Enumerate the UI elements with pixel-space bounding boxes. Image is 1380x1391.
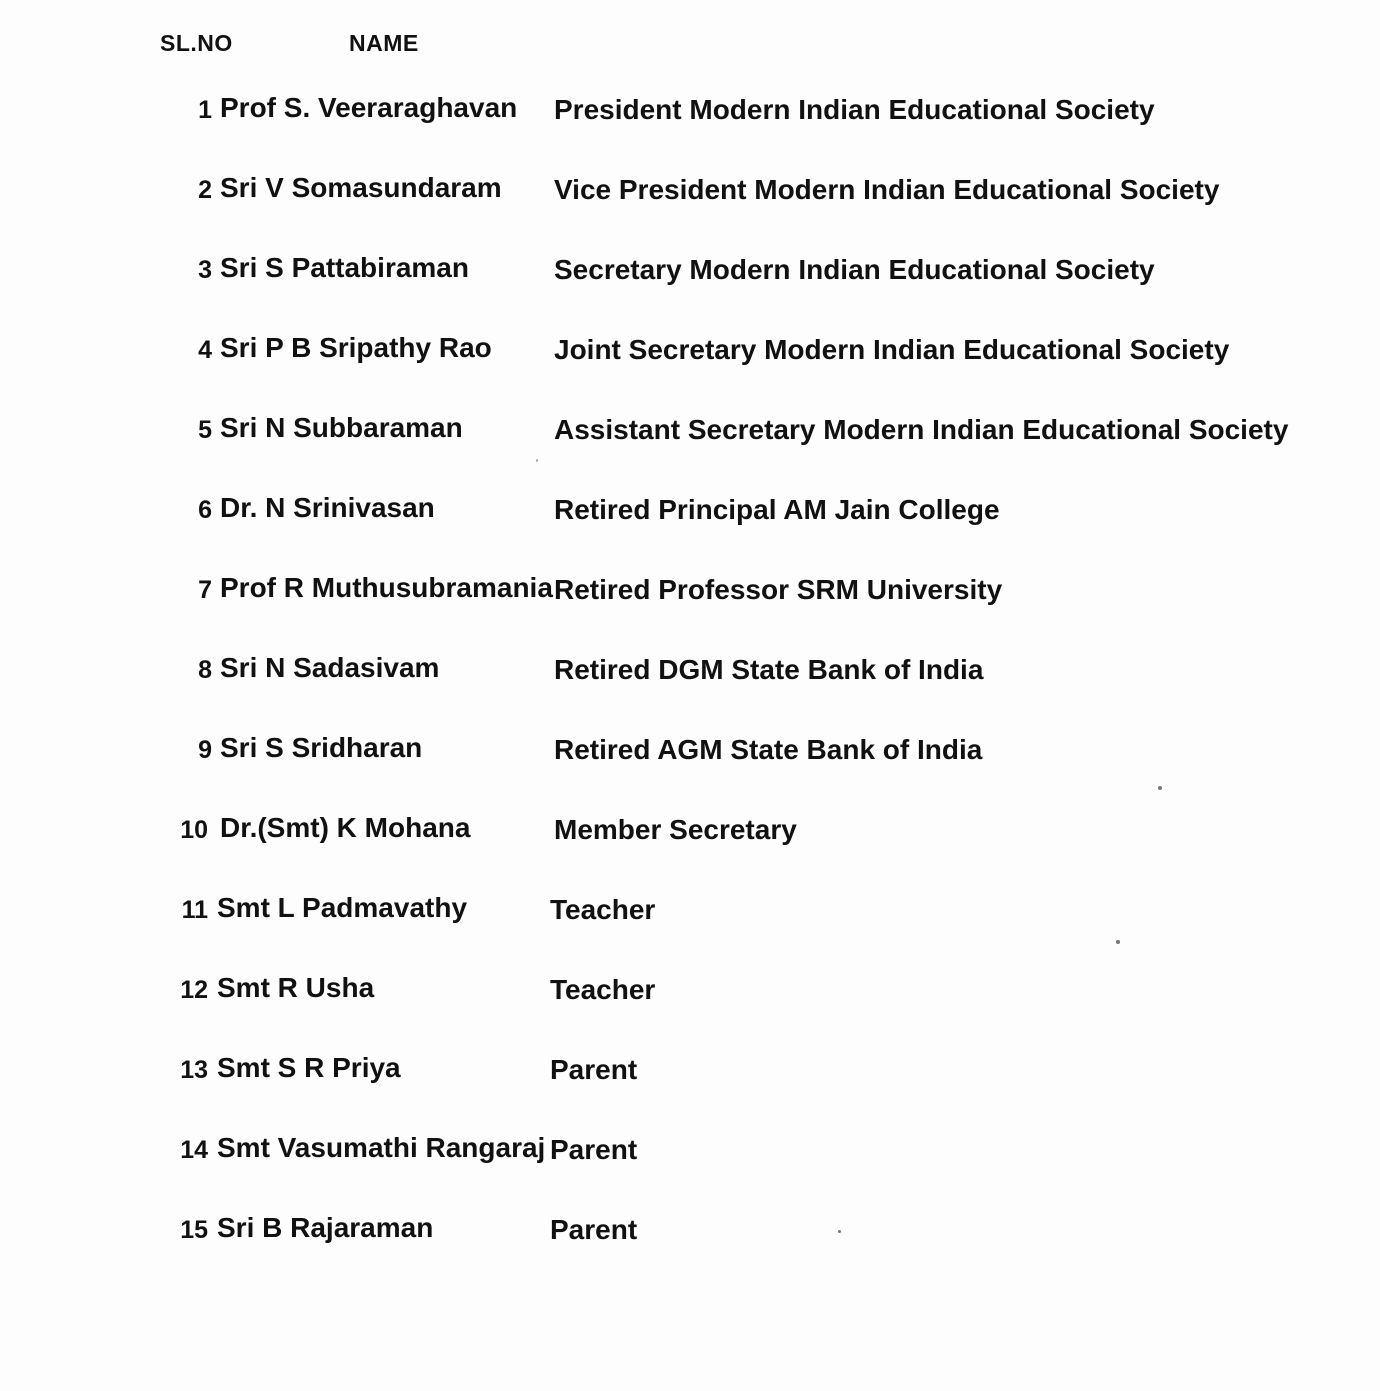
member-name: Sri S Pattabiraman — [220, 252, 469, 283]
member-row — [0, 1132, 1380, 1212]
column-header-name: NAME — [349, 30, 419, 56]
member-row — [0, 332, 1380, 412]
member-name: Sri P B Sripathy Rao — [220, 332, 492, 363]
member-designation: Retired Principal AM Jain College — [554, 494, 1000, 525]
member-name: Smt Vasumathi Rangaraj — [217, 1132, 546, 1163]
member-designation: Parent — [550, 1214, 638, 1245]
member-slno: 14 — [180, 1136, 208, 1164]
member-slno: 12 — [180, 976, 208, 1004]
scan-speck — [838, 1230, 841, 1233]
member-designation: Retired DGM State Bank of India — [554, 654, 984, 685]
member-slno: 5 — [198, 416, 212, 444]
member-slno: 15 — [180, 1216, 208, 1244]
member-name: Smt S R Priya — [217, 1052, 401, 1083]
member-name: Smt R Usha — [217, 972, 375, 1003]
column-header-slno: SL.NO — [160, 30, 233, 56]
member-row — [0, 892, 1380, 972]
member-designation: Member Secretary — [554, 814, 797, 845]
member-slno: 13 — [180, 1056, 208, 1084]
member-row — [0, 652, 1380, 732]
member-slno: 4 — [198, 336, 212, 364]
member-list — [0, 92, 1380, 1292]
member-designation: Joint Secretary Modern Indian Educational Society — [554, 334, 1230, 365]
member-slno: 10 — [180, 816, 208, 844]
member-row — [0, 92, 1380, 172]
member-name: Sri S Sridharan — [220, 732, 423, 763]
member-slno: 3 — [198, 256, 212, 284]
member-designation: Parent — [550, 1054, 638, 1085]
member-row — [0, 252, 1380, 332]
member-name: Smt L Padmavathy — [217, 892, 468, 923]
member-name: Sri B Rajaraman — [217, 1212, 434, 1243]
member-slno: 7 — [198, 576, 212, 604]
member-slno: 9 — [198, 736, 212, 764]
member-slno: 2 — [198, 176, 212, 204]
member-designation: Retired AGM State Bank of India — [554, 734, 983, 765]
member-row — [0, 492, 1380, 572]
member-slno: 11 — [181, 896, 208, 924]
member-name: Dr. N Srinivasan — [220, 492, 435, 523]
member-designation: Vice President Modern Indian Educational Society — [554, 174, 1220, 205]
member-row — [0, 572, 1380, 652]
member-slno: 8 — [198, 656, 212, 684]
member-name: Dr.(Smt) K Mohana — [220, 812, 471, 843]
member-row — [0, 1052, 1380, 1132]
scan-speck — [1116, 940, 1120, 944]
member-row — [0, 412, 1380, 492]
member-designation: Teacher — [550, 894, 656, 925]
member-designation: Teacher — [550, 974, 656, 1005]
member-designation: President Modern Indian Educational Society — [554, 94, 1155, 125]
member-slno: 6 — [198, 496, 212, 524]
member-name: Prof R Muthusubramania — [220, 572, 553, 603]
member-row — [0, 812, 1380, 892]
scan-speck — [536, 459, 538, 462]
member-name: Sri N Sadasivam — [220, 652, 440, 683]
scan-speck — [1158, 786, 1162, 790]
member-row — [0, 732, 1380, 812]
member-row — [0, 172, 1380, 252]
member-designation: Parent — [550, 1134, 638, 1165]
member-designation: Assistant Secretary Modern Indian Educational Society — [554, 414, 1289, 445]
member-row — [0, 972, 1380, 1052]
member-name: Prof S. Veeraraghavan — [220, 92, 518, 123]
member-slno: 1 — [198, 96, 212, 124]
member-name: Sri N Subbaraman — [220, 412, 463, 443]
member-designation: Retired Professor SRM University — [554, 574, 1003, 605]
member-name: Sri V Somasundaram — [220, 172, 502, 203]
member-designation: Secretary Modern Indian Educational Society — [554, 254, 1155, 285]
member-row — [0, 1212, 1380, 1292]
